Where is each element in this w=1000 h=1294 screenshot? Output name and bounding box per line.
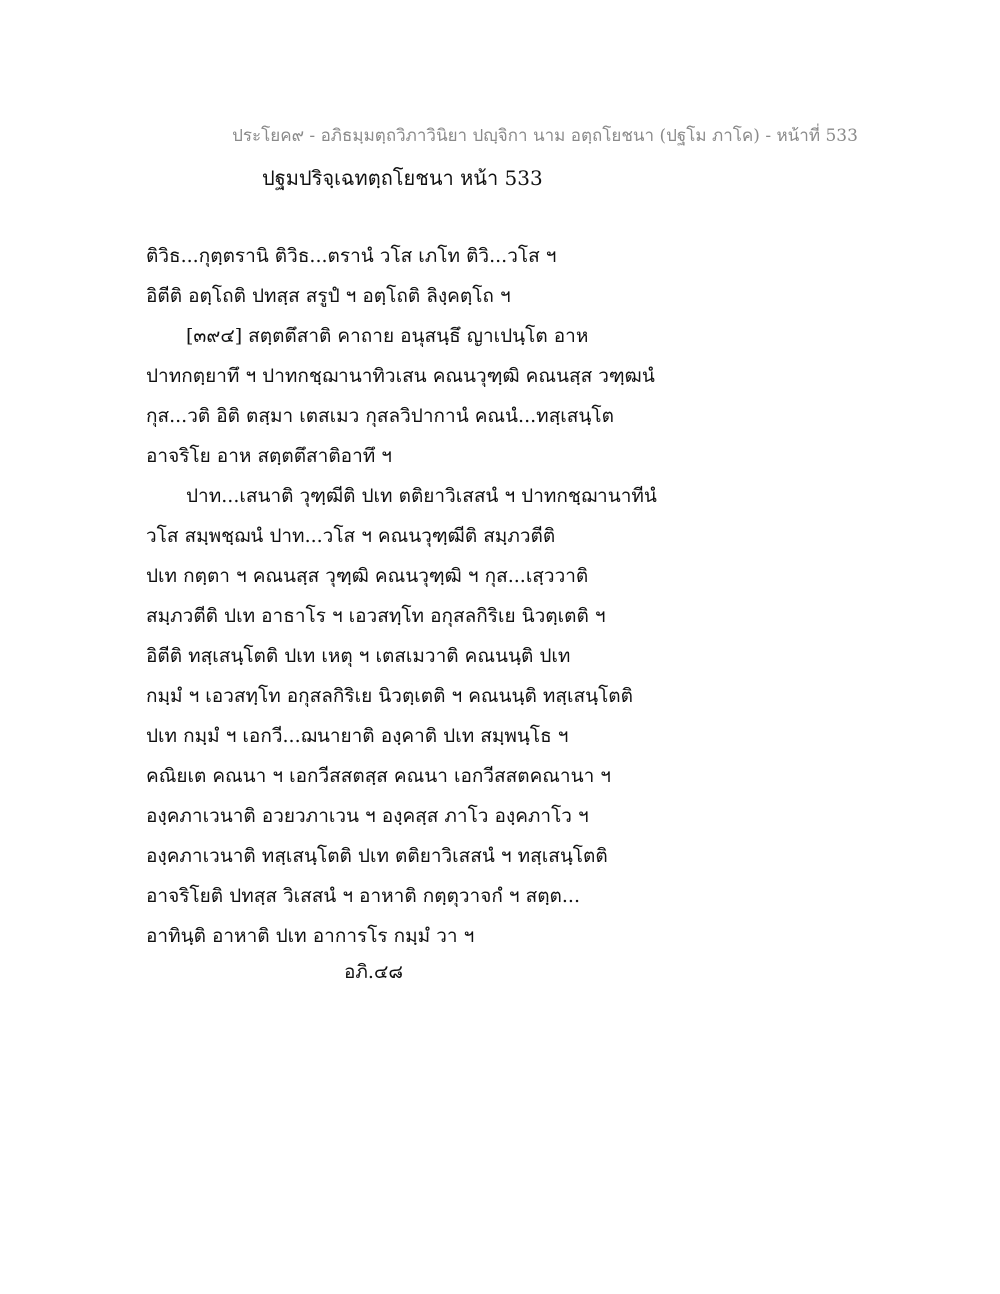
text-line: คณิยเต คณนา ฯ เอกวีสสตสฺส คณนา เอกวีสสตคณานา ฯ [146,765,611,787]
running-header: ประโยค๙ - อภิธมฺมตฺถวิภาวินิยา ปญฺจิกา นาม อตฺถโยชนา (ปฐโม ภาโค) - หน้าที่ 533 [232,126,858,146]
text-line: อาทินฺติ อาหาติ ปเท อาการโร กมฺมํ วา ฯ [146,925,475,947]
footer-reference: อภิ.๔๘ [344,961,404,983]
body-text [146,236,706,956]
text-line: กมฺมํ ฯ เอวสทฺโท อกุสลกิริเย นิวตฺเตติ ฯ คณนนฺติ ทสฺเสนฺโตติ [146,685,633,707]
text-line: กุส...วติ อิติ ตสฺมา เตสเมว กุสลวิปากานํ คณนํ...ทสฺเสนฺโต [146,405,614,427]
paragraph-start-line: [๓๙๔] สตฺตตึสาติ คาถาย อนุสนฺธึ ญาเปนฺโต อาห [186,325,589,347]
text-line: สมฺภวตีติ ปเท อาธาโร ฯ เอวสทฺโท อกุสลกิริเย นิวตฺเตติ ฯ [146,605,606,627]
text-line: องฺคภาเวนาติ ทสฺเสนฺโตติ ปเท ตติยาวิเสสนํ ฯ ทสฺเสนฺโตติ [146,845,608,867]
paragraph-start-line: ปาท...เสนาติ วุฑฺฒีติ ปเท ตติยาวิเสสนํ ฯ ปาทกชฺฌานาทีนํ [186,485,657,507]
text-line: อาจริโยติ ปทสฺส วิเสสนํ ฯ อาหาติ กตฺตุวาจกํ ฯ สตฺต... [146,885,580,907]
text-line: อิตีติ อตฺโถติ ปทสฺส สรูปํ ฯ อตฺโถติ ลิงฺคตฺโถ ฯ [146,285,511,307]
text-line: ติวิธ...กุตฺตรานิ ติวิธ...ตรานํ วโส เภโท ติวิ...วโส ฯ [146,245,557,267]
text-line: ปาทกตฺยาทึ ฯ ปาทกชฺฌานาทิวเสน คณนวุฑฺฒิ คณนสฺส วฑฺฒนํ [146,365,655,387]
text-line: อิตีติ ทสฺเสนฺโตติ ปเท เหตุ ฯ เตสเมวาติ คณนนฺติ ปเท [146,645,571,667]
text-line: องฺคภาเวนาติ อวยวภาเวน ฯ องฺคสฺส ภาโว องฺคภาโว ฯ [146,805,589,827]
text-line: ปเท กตฺตา ฯ คณนสฺส วุฑฺฒิ คณนวุฑฺฒิ ฯ กุส...เสฺววาติ [146,565,589,587]
text-line: อาจริโย อาห สตฺตตึสาติอาทึ ฯ [146,445,392,467]
page-title: ปฐมปริจฺเฉทตฺถโยชนา หน้า 533 [262,166,543,190]
text-line: ปเท กมฺมํ ฯ เอกวี...ฌนายาติ องฺคาติ ปเท สมฺพนฺโธ ฯ [146,725,569,747]
text-line: วโส สมฺพชฺฌนํ ปาท...วโส ฯ คณนวุฑฺฒีติ สมฺภวตีติ [146,525,556,547]
